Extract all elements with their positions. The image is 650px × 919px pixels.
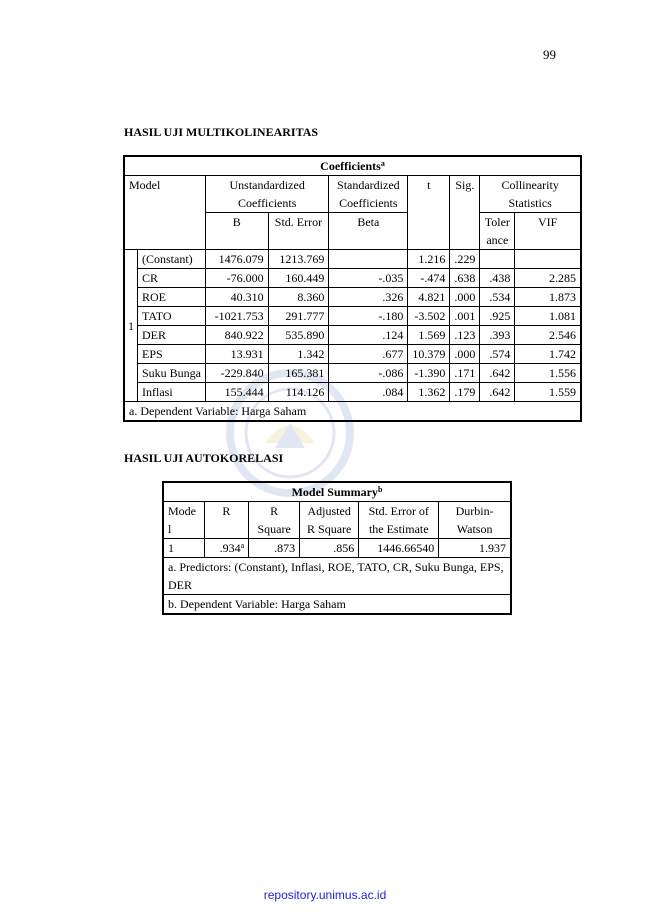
model-summary-footnote-a: a. Predictors: (Constant), Inflasi, ROE, TATO, CR, Suku Bunga, EPS, DER bbox=[163, 558, 511, 595]
header-vif: VIF bbox=[515, 213, 581, 250]
table-row bbox=[124, 288, 581, 307]
table-row bbox=[124, 307, 581, 326]
cell-std-error-estimate: 1446.66540 bbox=[359, 539, 439, 558]
cell-se: 165.381 bbox=[268, 364, 329, 383]
cell-vif bbox=[515, 250, 581, 269]
cell-name: TATO bbox=[138, 307, 206, 326]
cell-t: 10.379 bbox=[408, 345, 450, 364]
cell-adjusted-r-square: .856 bbox=[300, 539, 359, 558]
header-r: R bbox=[204, 502, 249, 539]
cell-tol: .642 bbox=[480, 364, 515, 383]
cell-sig: .000 bbox=[450, 345, 480, 364]
header-standardized: Standardized Coefficients bbox=[329, 176, 408, 213]
coefficients-footnote: a. Dependent Variable: Harga Saham bbox=[124, 402, 581, 422]
model-summary-title: Model Summary$^b$ bbox=[163, 482, 511, 502]
cell-t: -3.502 bbox=[408, 307, 450, 326]
cell-name: CR bbox=[138, 269, 206, 288]
table-row bbox=[124, 383, 581, 402]
cell-tol bbox=[480, 250, 515, 269]
table-row bbox=[124, 345, 581, 364]
cell-sig: .001 bbox=[450, 307, 480, 326]
table-row bbox=[124, 326, 581, 345]
coefficients-table bbox=[123, 155, 582, 422]
cell-t: 4.821 bbox=[408, 288, 450, 307]
cell-b: 155.444 bbox=[206, 383, 269, 402]
header-model: Model bbox=[124, 176, 206, 250]
cell-se: 1.342 bbox=[268, 345, 329, 364]
table-row bbox=[124, 364, 581, 383]
header-unstandardized: Unstandardized Coefficients bbox=[206, 176, 329, 213]
cell-sig: .179 bbox=[450, 383, 480, 402]
cell-beta bbox=[329, 250, 408, 269]
header-tolerance: Toler ance bbox=[480, 213, 515, 250]
cell-sig: .638 bbox=[450, 269, 480, 288]
header-durbin-watson: Durbin-Watson bbox=[439, 502, 511, 539]
header-std-error: Std. Error bbox=[268, 213, 329, 250]
cell-r: .934$^a$ bbox=[204, 539, 249, 558]
header-model: Mode l bbox=[163, 502, 204, 539]
cell-se: 160.449 bbox=[268, 269, 329, 288]
cell-model-number: 1 bbox=[124, 250, 138, 402]
cell-tol: .642 bbox=[480, 383, 515, 402]
cell-sig: .000 bbox=[450, 288, 480, 307]
header-t: t bbox=[408, 176, 450, 250]
cell-beta: -.035 bbox=[329, 269, 408, 288]
model-summary-footnote-b: b. Dependent Variable: Harga Saham bbox=[163, 595, 511, 615]
cell-vif: 1.081 bbox=[515, 307, 581, 326]
header-sig: Sig. bbox=[450, 176, 480, 250]
header-std-error-estimate: Std. Error of the Estimate bbox=[359, 502, 439, 539]
cell-model: 1 bbox=[163, 539, 204, 558]
heading-autokorelasi: HASIL UJI AUTOKORELASI bbox=[124, 451, 284, 465]
cell-vif: 2.546 bbox=[515, 326, 581, 345]
cell-beta: .084 bbox=[329, 383, 408, 402]
coefficients-title: Coefficients$^a$ bbox=[124, 156, 581, 176]
cell-vif: 1.559 bbox=[515, 383, 581, 402]
cell-se: 535.890 bbox=[268, 326, 329, 345]
cell-beta: .326 bbox=[329, 288, 408, 307]
table-row bbox=[124, 250, 581, 269]
cell-name: DER bbox=[138, 326, 206, 345]
heading-multikolinearitas: HASIL UJI MULTIKOLINEARITAS bbox=[124, 125, 319, 139]
page-number: 99 bbox=[543, 47, 556, 62]
cell-vif: 1.873 bbox=[515, 288, 581, 307]
model-summary-table bbox=[162, 481, 512, 615]
table-row bbox=[124, 269, 581, 288]
cell-vif: 2.285 bbox=[515, 269, 581, 288]
cell-b: -1021.753 bbox=[206, 307, 269, 326]
cell-beta: -.086 bbox=[329, 364, 408, 383]
header-r-square: R Square bbox=[249, 502, 300, 539]
cell-beta: .124 bbox=[329, 326, 408, 345]
header-b: B bbox=[206, 213, 269, 250]
cell-t: -.474 bbox=[408, 269, 450, 288]
cell-t: 1.216 bbox=[408, 250, 450, 269]
cell-tol: .574 bbox=[480, 345, 515, 364]
cell-sig: .229 bbox=[450, 250, 480, 269]
cell-durbin-watson: 1.937 bbox=[439, 539, 511, 558]
cell-se: 291.777 bbox=[268, 307, 329, 326]
cell-name: Inflasi bbox=[138, 383, 206, 402]
cell-se: 8.360 bbox=[268, 288, 329, 307]
cell-vif: 1.556 bbox=[515, 364, 581, 383]
cell-t: -1.390 bbox=[408, 364, 450, 383]
cell-tol: .534 bbox=[480, 288, 515, 307]
header-beta: Beta bbox=[329, 213, 408, 250]
header-adjusted-r-square: Adjusted R Square bbox=[300, 502, 359, 539]
cell-se: 114.126 bbox=[268, 383, 329, 402]
cell-r-square: .873 bbox=[249, 539, 300, 558]
cell-name: (Constant) bbox=[138, 250, 206, 269]
cell-sig: .123 bbox=[450, 326, 480, 345]
cell-t: 1.362 bbox=[408, 383, 450, 402]
cell-name: Suku Bunga bbox=[138, 364, 206, 383]
cell-beta: .677 bbox=[329, 345, 408, 364]
cell-beta: -.180 bbox=[329, 307, 408, 326]
cell-b: -76.000 bbox=[206, 269, 269, 288]
cell-vif: 1.742 bbox=[515, 345, 581, 364]
cell-b: 840.922 bbox=[206, 326, 269, 345]
cell-b: 13.931 bbox=[206, 345, 269, 364]
cell-sig: .171 bbox=[450, 364, 480, 383]
cell-tol: .393 bbox=[480, 326, 515, 345]
cell-se: 1213.769 bbox=[268, 250, 329, 269]
cell-t: 1.569 bbox=[408, 326, 450, 345]
cell-name: ROE bbox=[138, 288, 206, 307]
cell-tol: .925 bbox=[480, 307, 515, 326]
table-row bbox=[163, 539, 511, 558]
footer-repository-link[interactable]: repository.unimus.ac.id bbox=[263, 888, 387, 902]
cell-tol: .438 bbox=[480, 269, 515, 288]
cell-name: EPS bbox=[138, 345, 206, 364]
header-collinearity: Collinearity Statistics bbox=[480, 176, 581, 213]
cell-b: 1476.079 bbox=[206, 250, 269, 269]
cell-b: 40.310 bbox=[206, 288, 269, 307]
cell-b: -229.840 bbox=[206, 364, 269, 383]
